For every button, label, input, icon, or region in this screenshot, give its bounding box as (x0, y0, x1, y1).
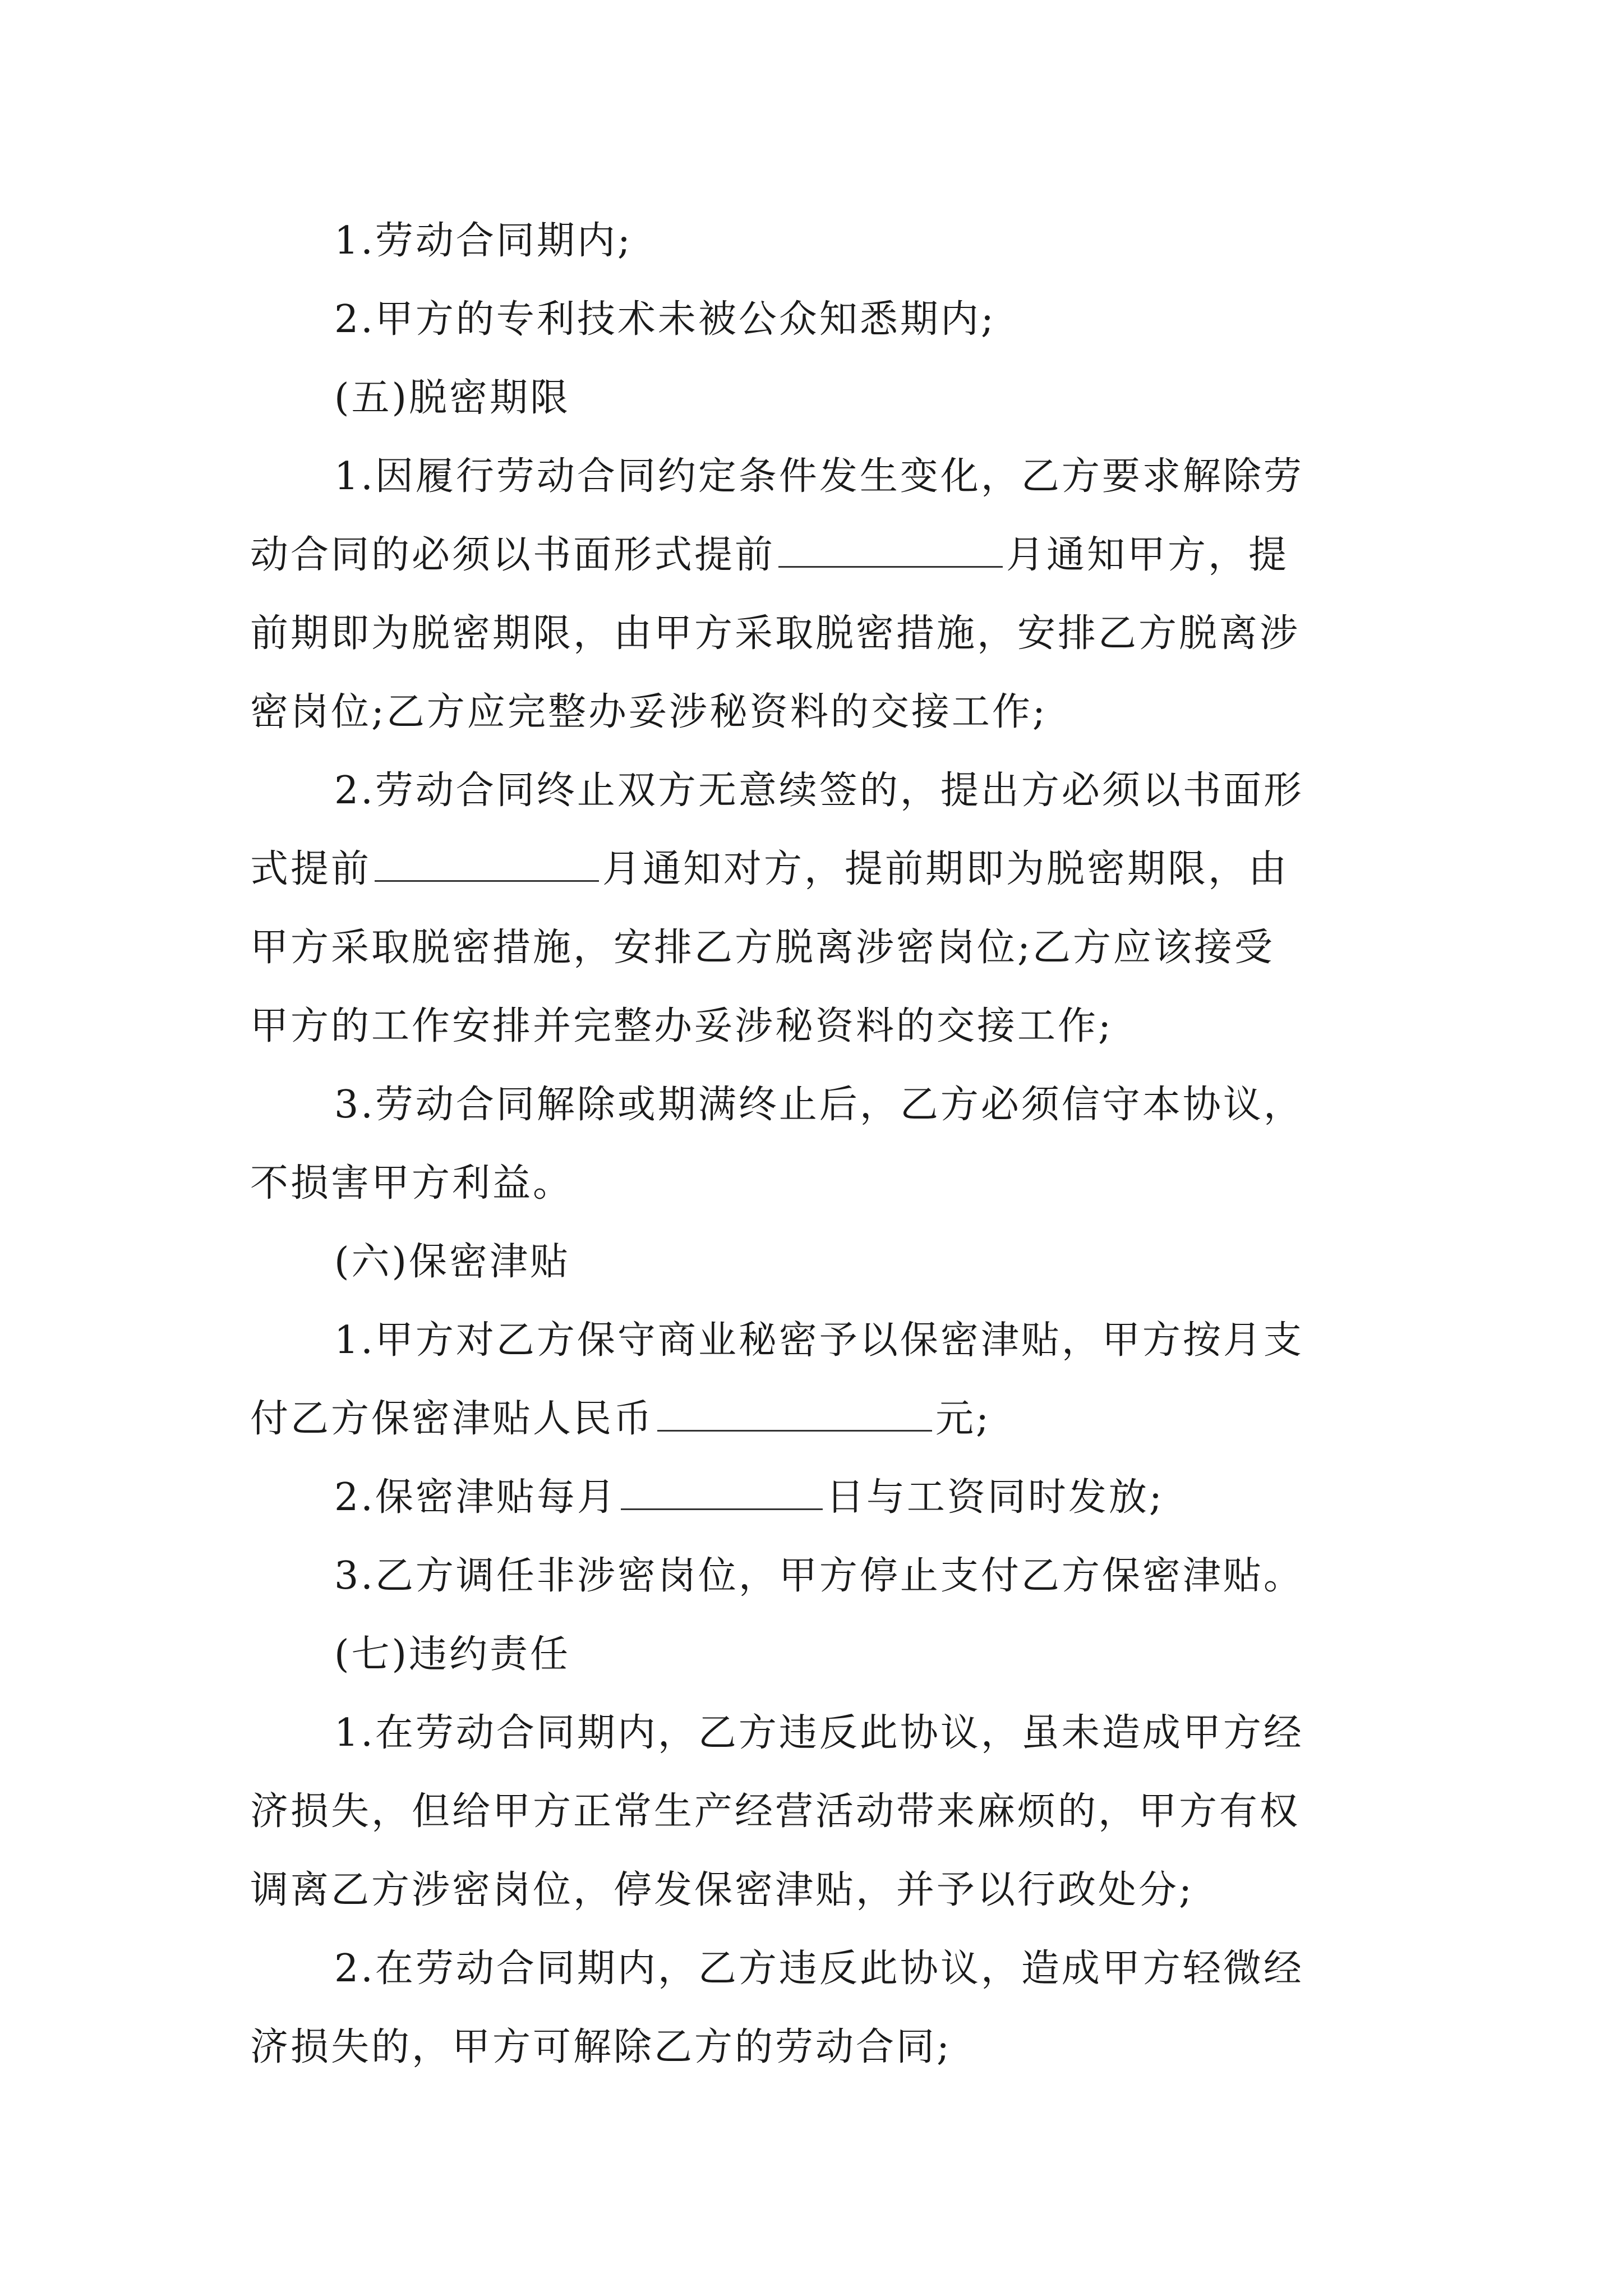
paragraph-line: 济损失的，甲方可解除乙方的劳动合同; (250, 2025, 952, 2069)
paragraph-line: 1.甲方对乙方保守商业秘密予以保密津贴，甲方按月支 (334, 1318, 1304, 1363)
fill-in-blank (375, 846, 599, 882)
fill-in-blank (621, 1475, 823, 1510)
section-heading: (七)违约责任 (334, 1632, 571, 1677)
paragraph-line: 1.在劳动合同期内，乙方违反此协议，虽未造成甲方经 (334, 1711, 1304, 1755)
paragraph-line: 不损害甲方利益。 (250, 1161, 574, 1205)
fill-in-blank (657, 1396, 932, 1432)
paragraph-line: 2.甲方的专利技术未被公众知悉期内; (334, 297, 996, 342)
paragraph-line: 密岗位;乙方应完整办妥涉秘资料的交接工作; (250, 690, 1048, 734)
paragraph-line: 1.因履行劳动合同约定条件发生变化，乙方要求解除劳 (334, 454, 1304, 499)
paragraph-line: 甲方的工作安排并完整办妥涉秘资料的交接工作; (250, 1004, 1113, 1048)
paragraph-line: 3.劳动合同解除或期满终止后，乙方必须信守本协议， (334, 1083, 1304, 1127)
fill-in-blank (778, 532, 1003, 568)
section-heading: (五)脱密期限 (334, 376, 571, 420)
paragraph-line: 式提前 月通知对方，提前期即为脱密期限，由 (250, 847, 1289, 891)
paragraph-line: 2.劳动合同终止双方无意续签的，提出方必须以书面形 (334, 769, 1304, 813)
paragraph-line: 2.保密津贴每月 日与工资同时发放; (334, 1475, 1164, 1520)
paragraph-line: 甲方采取脱密措施，安排乙方脱离涉密岗位;乙方应该接受 (250, 926, 1275, 970)
paragraph-line: 1.劳动合同期内; (334, 219, 633, 263)
paragraph-line: 前期即为脱密期限，由甲方采取脱密措施，安排乙方脱离涉 (250, 611, 1301, 656)
paragraph-line: 3.乙方调任非涉密岗位，甲方停止支付乙方保密津贴。 (334, 1554, 1304, 1598)
paragraph-line: 2.在劳动合同期内，乙方违反此协议，造成甲方轻微经 (334, 1947, 1304, 1991)
paragraph-line: 动合同的必须以书面形式提前 月通知甲方，提 (250, 533, 1289, 577)
paragraph-line: 付乙方保密津贴人民币 元; (250, 1397, 991, 1441)
section-heading: (六)保密津贴 (334, 1240, 571, 1284)
paragraph-line: 调离乙方涉密岗位，停发保密津贴，并予以行政处分; (250, 1868, 1194, 1912)
paragraph-line: 济损失，但给甲方正常生产经营活动带来麻烦的，甲方有权 (250, 1789, 1301, 1834)
